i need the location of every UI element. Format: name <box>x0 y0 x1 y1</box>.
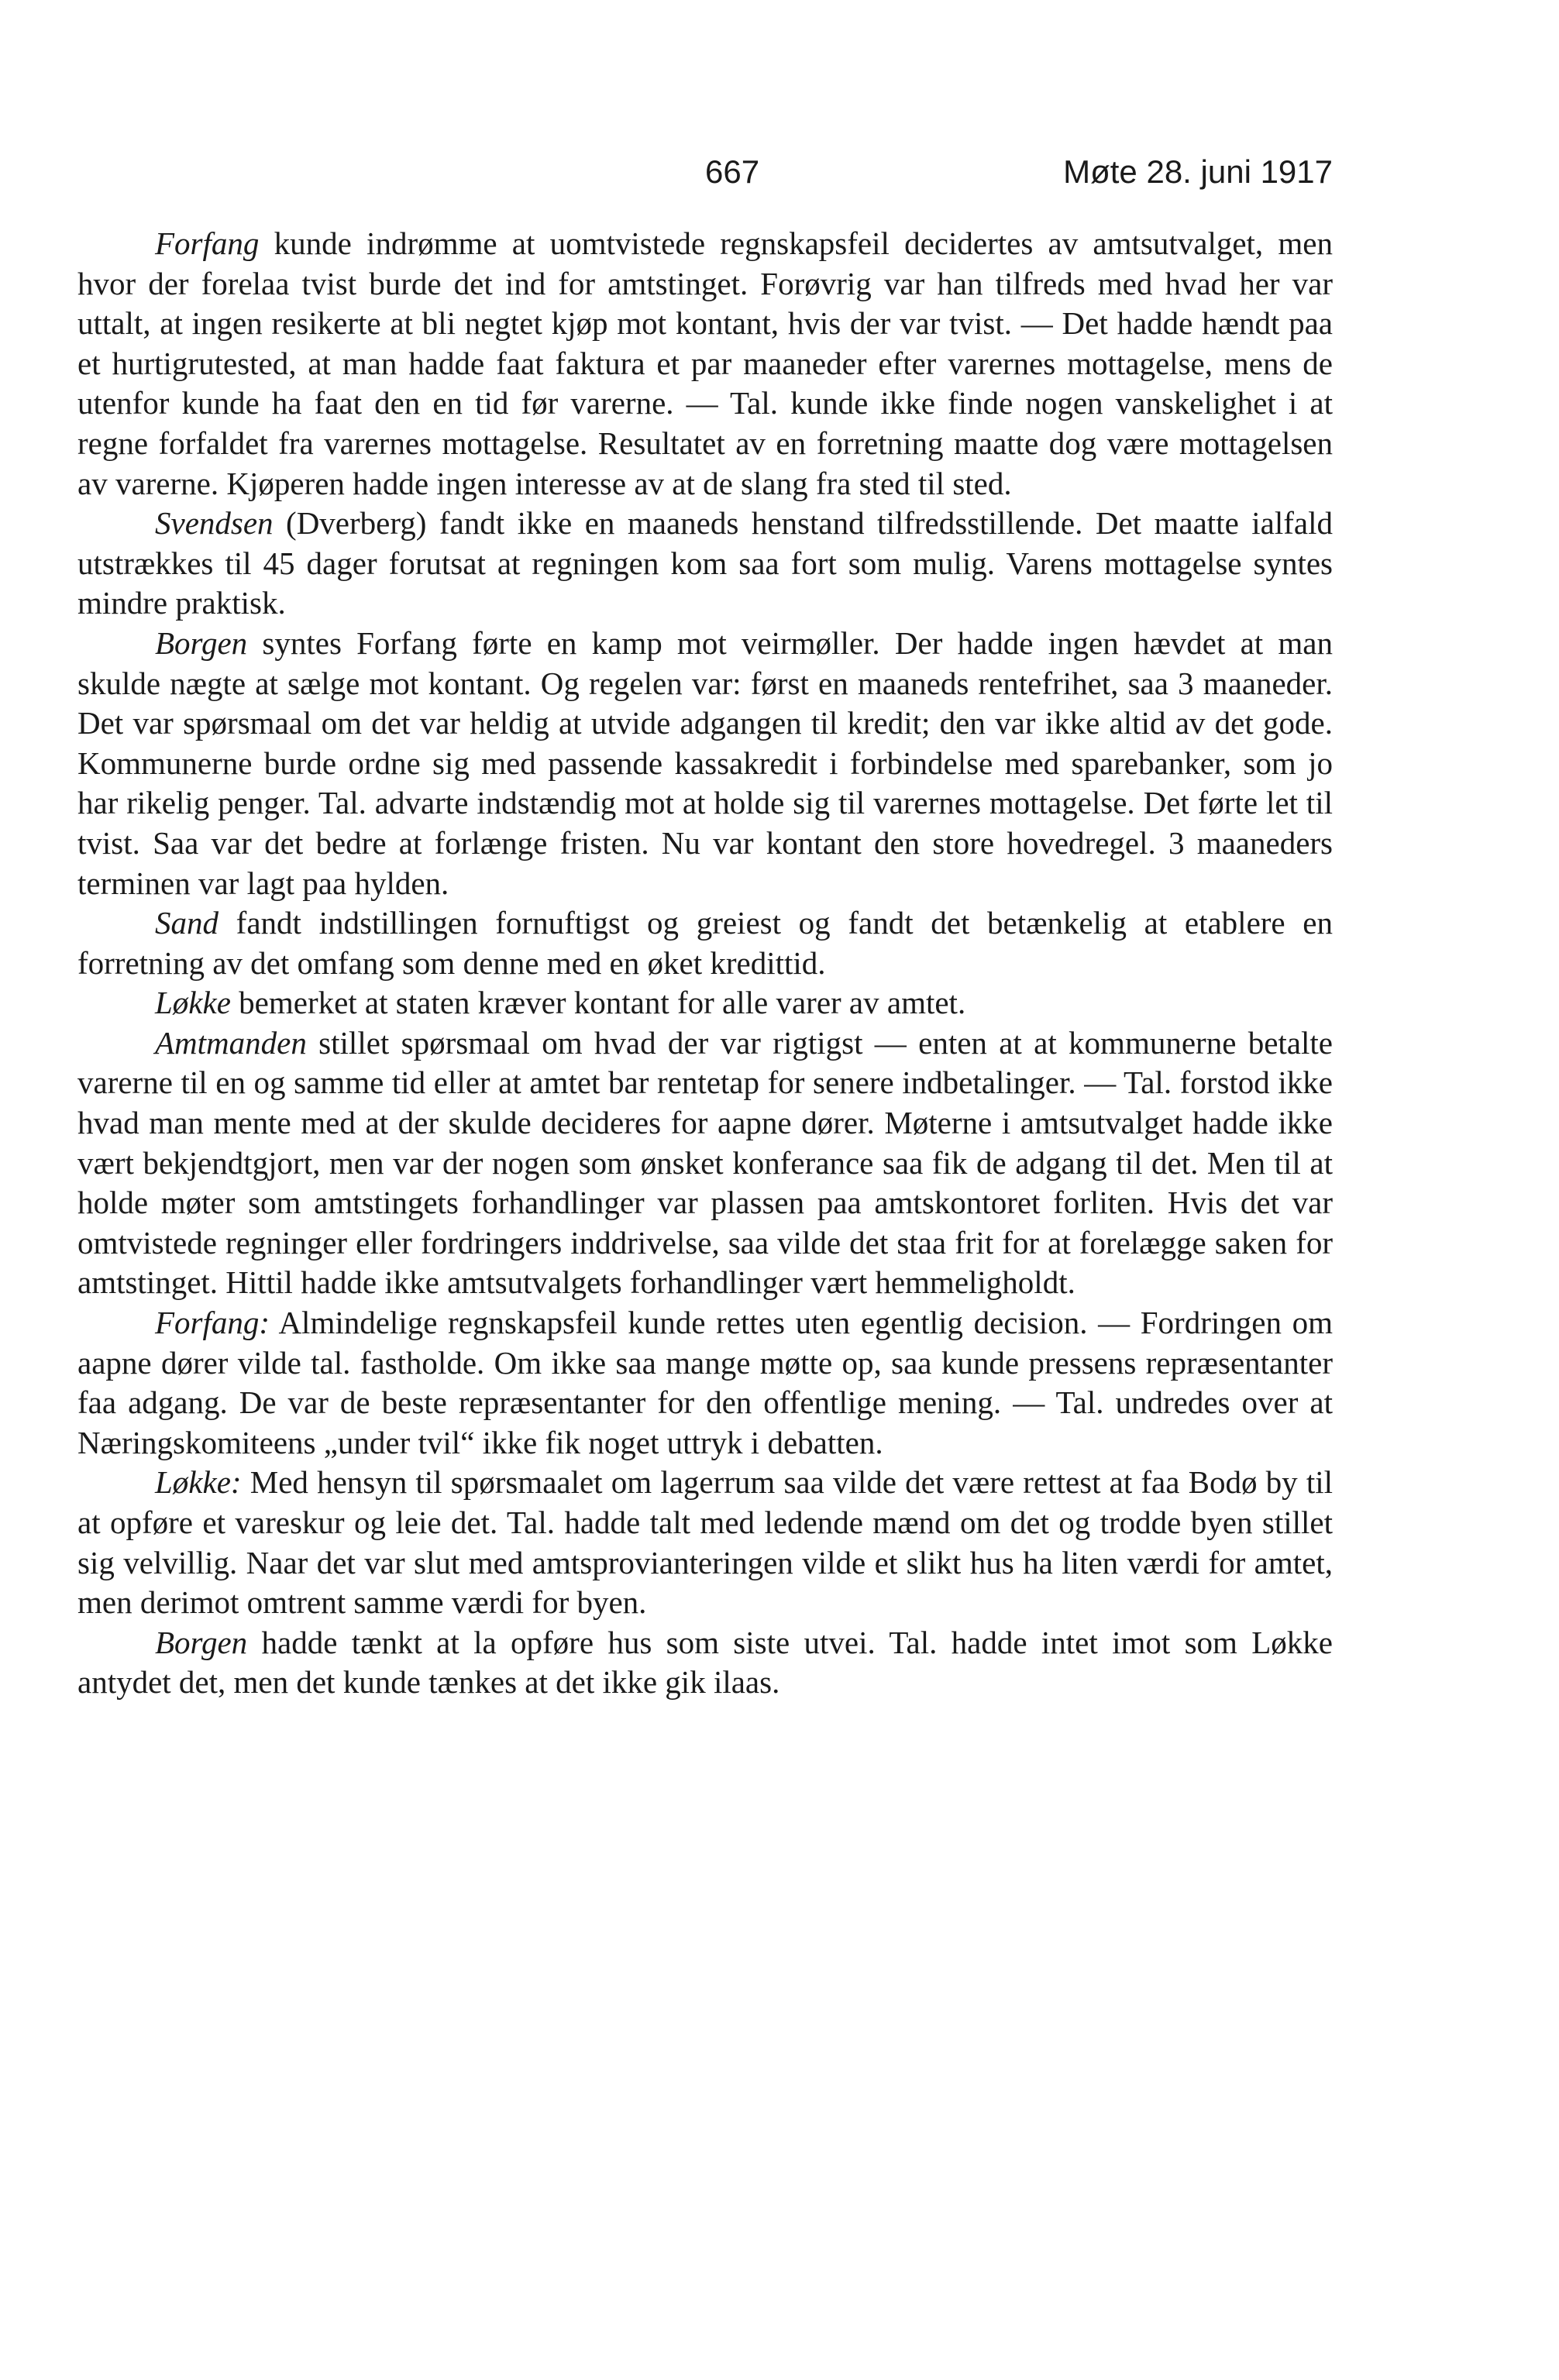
paragraph-lokke-reply <box>77 1463 1333 1622</box>
paragraph-text: bemerket at staten kræver kontant for alle varer av amtet. <box>230 985 966 1021</box>
paragraph-text: stillet spørsmaal om hvad der var rigtigst — enten at at kommunerne betalte varerne til en og samme tid eller at amtet bar rentetap for senere indbetalinger. — Tal. forstod ikke hvad man mente med at der skulde decideres for aapne dører. Møterne i amtsutvalget hadde ikke vært bekjendtgjort, men var der nogen som ønsket konferance saa fik de adgang til det. Men til at holde møter som amtstingets forhandlinger var plassen paa amtskontoret forliten. Hvis det var omtvistede regninger eller fordringers inddrivelse, saa vilde det staa frit for at forelægge saken for amtstinget. Hittil hadde ikke amtsutvalgets forhandlinger vært hemmeligholdt. <box>77 1024 1333 1301</box>
paragraph-text: Almindelige regnskapsfeil kunde rettes uten egentlig decision. — Fordringen om aapne dører vilde tal. fastholde. Om ikke saa mange møtte op, saa kunde pressens repræsentanter faa adgang. De var de beste repræsentanter for den offentlige mening. — Tal. undredes over at Næringskomiteens „under tvil“ ikke fik noget uttryk i debatten. <box>77 1305 1333 1460</box>
paragraph-text: syntes Forfang førte en kamp mot veirmøller. Der hadde ingen hævdet at man skulde nægte at sælge mot kontant. Og regelen var: først en maaneds rentefrihet, saa 3 maaneder. Det var spørsmaal om det var heldig at utvide adgangen til kredit; den var ikke altid av det gode. Kommunerne burde ordne sig med passende kassakredit i forbindelse med sparebanker, som jo har rikelig penger. Tal. advarte indstændig mot at holde sig til varernes mottagelse. Det førte let til tvist. Saa var det bedre at forlænge fristen. Nu var kontant den store hovedregel. 3 maaneders terminen var lagt paa hylden. <box>77 624 1333 901</box>
paragraph-text: Med hensyn til spørsmaalet om lagerrum saa vilde det være rettest at faa Bodø by til at opføre et vareskur og leie det. Tal. hadde talt med ledende mænd om det og trodde byen stillet sig velvillig. Naar det var slut med amtsprovianteringen vilde et slikt hus ha liten værdi for amtet, men derimot omtrent samme værdi for byen. <box>77 1464 1333 1621</box>
speaker-name: Løkke <box>155 985 231 1021</box>
paragraph-borgen <box>77 624 1333 903</box>
speaker-name: Borgen <box>155 1624 248 1660</box>
paragraph-text: kunde indrømme at uomtvistede regnskapsfeil decidertes av amtsutvalget, men hvor der forelaa tvist burde det ind for amtstinget. Forøvrig var han tilfreds med hvad her var uttalt, at ingen resikerte at bli negtet kjøp mot kontant, hvis der var tvist. — Det hadde hændt paa et hurtigrutested, at man hadde faat faktura et par maaneder efter varernes mottagelse, mens de utenfor kunde ha faat den en tid før varerne. — Tal. kunde ikke finde nogen vanskelighet i at regne forfaldet fra varernes mottagelse. Resultatet av en forretning maatte dog være mottagelsen av varerne. Kjøperen hadde ingen interesse av at de slang fra sted til sted. <box>77 225 1333 501</box>
paragraph-svendsen <box>77 504 1333 624</box>
speaker-name: Løkke: <box>155 1464 242 1501</box>
speaker-name: Borgen <box>155 624 248 661</box>
page-number: 667 <box>705 153 760 190</box>
speaker-name: Forfang: <box>155 1305 270 1341</box>
paragraph-text: fandt indstillingen fornuftigst og greiest og fandt det betænkelig at etablere en forretning av det omfang som denne med en øket kredittid. <box>77 905 1333 981</box>
paragraph-sand <box>77 903 1333 983</box>
speaker-name: Forfang <box>155 225 260 261</box>
page-header <box>77 149 1333 195</box>
paragraph-lokke <box>77 983 1333 1023</box>
paragraph-borgen-reply <box>77 1623 1333 1703</box>
body-text <box>77 224 1333 1703</box>
speaker-name: Svendsen <box>155 505 274 542</box>
paragraph-amtmanden <box>77 1023 1333 1303</box>
paragraph-forfang <box>77 224 1333 504</box>
paragraph-text: hadde tænkt at la opføre hus som siste utvei. Tal. hadde intet imot som Løkke antydet det, men det kunde tænkes at det ikke gik ilaas. <box>77 1624 1333 1701</box>
meeting-date: Møte 28. juni 1917 <box>1063 153 1333 190</box>
speaker-name: Sand <box>155 905 219 941</box>
speaker-name: Amtmanden <box>155 1024 307 1061</box>
paragraph-forfang-reply <box>77 1303 1333 1463</box>
paragraph-text: (Dverberg) fandt ikke en maaneds henstand tilfredsstillende. Det maatte ialfald utstrækkes til 45 dager forutsat at regningen kom saa fort som mulig. Varens mottagelse syntes mindre praktisk. <box>77 505 1333 621</box>
